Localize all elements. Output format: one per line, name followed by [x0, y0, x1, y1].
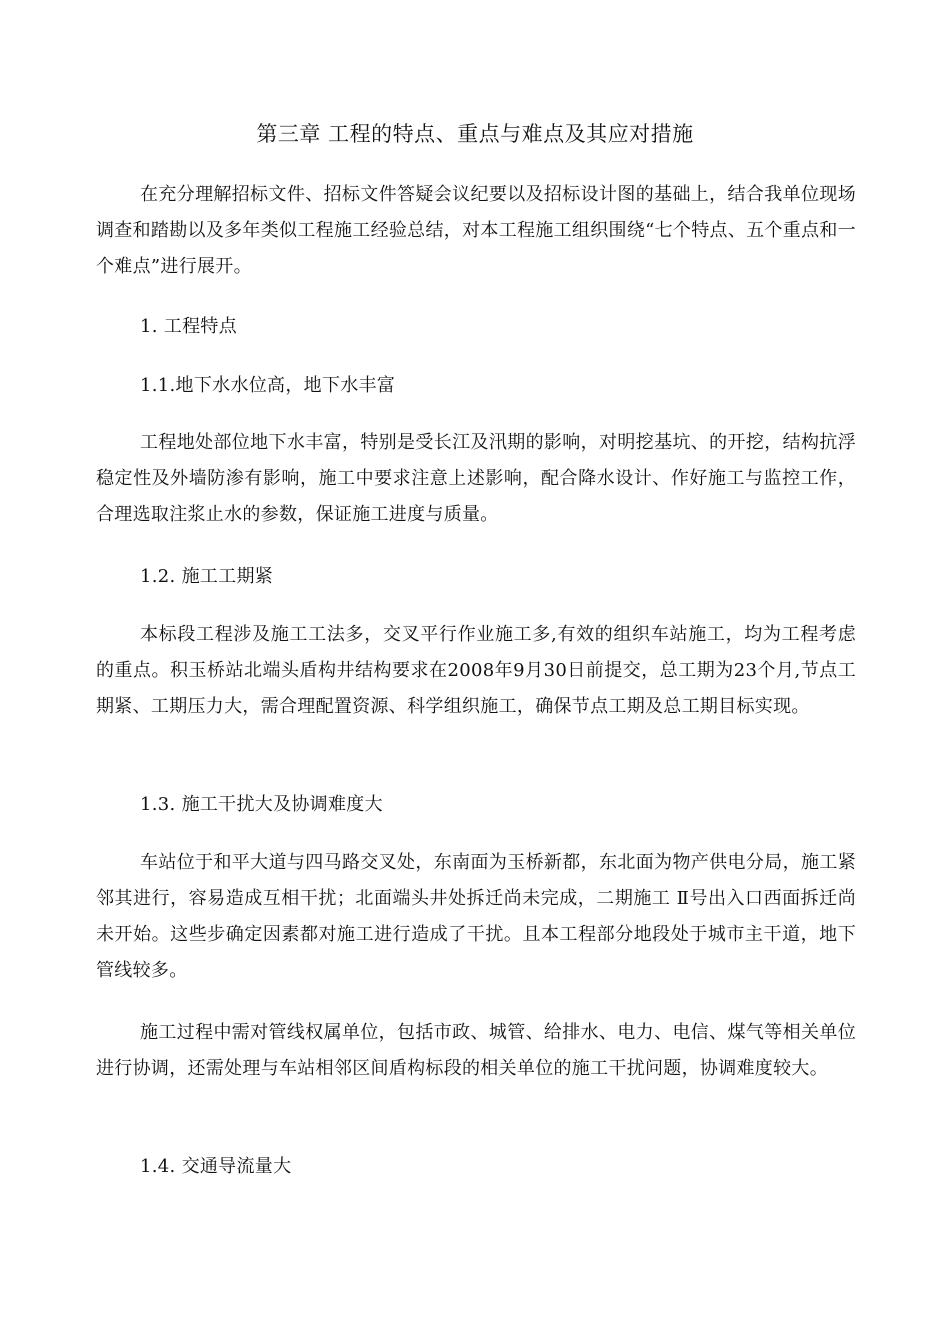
- subsection-heading-1-2: 1.2. 施工工期紧: [140, 566, 274, 587]
- subsection-heading-1-4: 1.4. 交通导流量大: [140, 1156, 292, 1177]
- subsection-paragraph-1-1: 工程地处部位地下水丰富，特别是受长江及汛期的影响，对明挖基坑、的开挖，结构抗浮稳定性及外墙防渗有影响，施工中要求注意上述影响，配合降水设计、作好施工与监控工作，合理选取注浆止水的参数，保证施工进度与质量。: [96, 432, 856, 525]
- subsection-heading-1-1: 1.1.地下水水位高，地下水丰富: [140, 375, 396, 396]
- chapter-title: 第三章 工程的特点、重点与难点及其应对措施: [256, 122, 694, 146]
- section-heading-1: 1. 工程特点: [140, 316, 237, 337]
- subsection-heading-1-3: 1.3. 施工干扰大及协调难度大: [140, 794, 383, 815]
- intro-paragraph: 在充分理解招标文件、招标文件答疑会议纪要以及招标设计图的基础上，结合我单位现场调查和踏勘以及多年类似工程施工经验总结，对本工程施工组织围绕“七个特点、五个重点和一个难点”进行展开。: [96, 184, 856, 277]
- subsection-paragraph-1-3-a: 车站位于和平大道与四马路交叉处，东南面为玉桥新都，东北面为物产供电分局，施工紧邻其进行，容易造成互相干扰；北面端头井处拆迁尚未完成，二期施工 Ⅱ号出入口西面拆迁尚未开始。这些步确定因素都对施工进行造成了干扰。且本工程部分地段处于城市主干道，地下管线较多。: [96, 852, 856, 981]
- subsection-paragraph-1-3-b: 施工过程中需对管线权属单位，包括市政、城管、给排水、电力、电信、煤气等相关单位进行协调，还需处理与车站相邻区间盾构标段的相关单位的施工干扰问题，协调难度较大。: [96, 1022, 856, 1079]
- subsection-paragraph-1-2: 本标段工程涉及施工工法多，交叉平行作业施工多,有效的组织车站施工，均为工程考虑的重点。积玉桥站北端头盾构井结构要求在2008年9月30日前提交，总工期为23个月,节点工期紧、工期压力大，需合理配置资源、科学组织施工，确保节点工期及总工期目标实现。: [96, 624, 856, 717]
